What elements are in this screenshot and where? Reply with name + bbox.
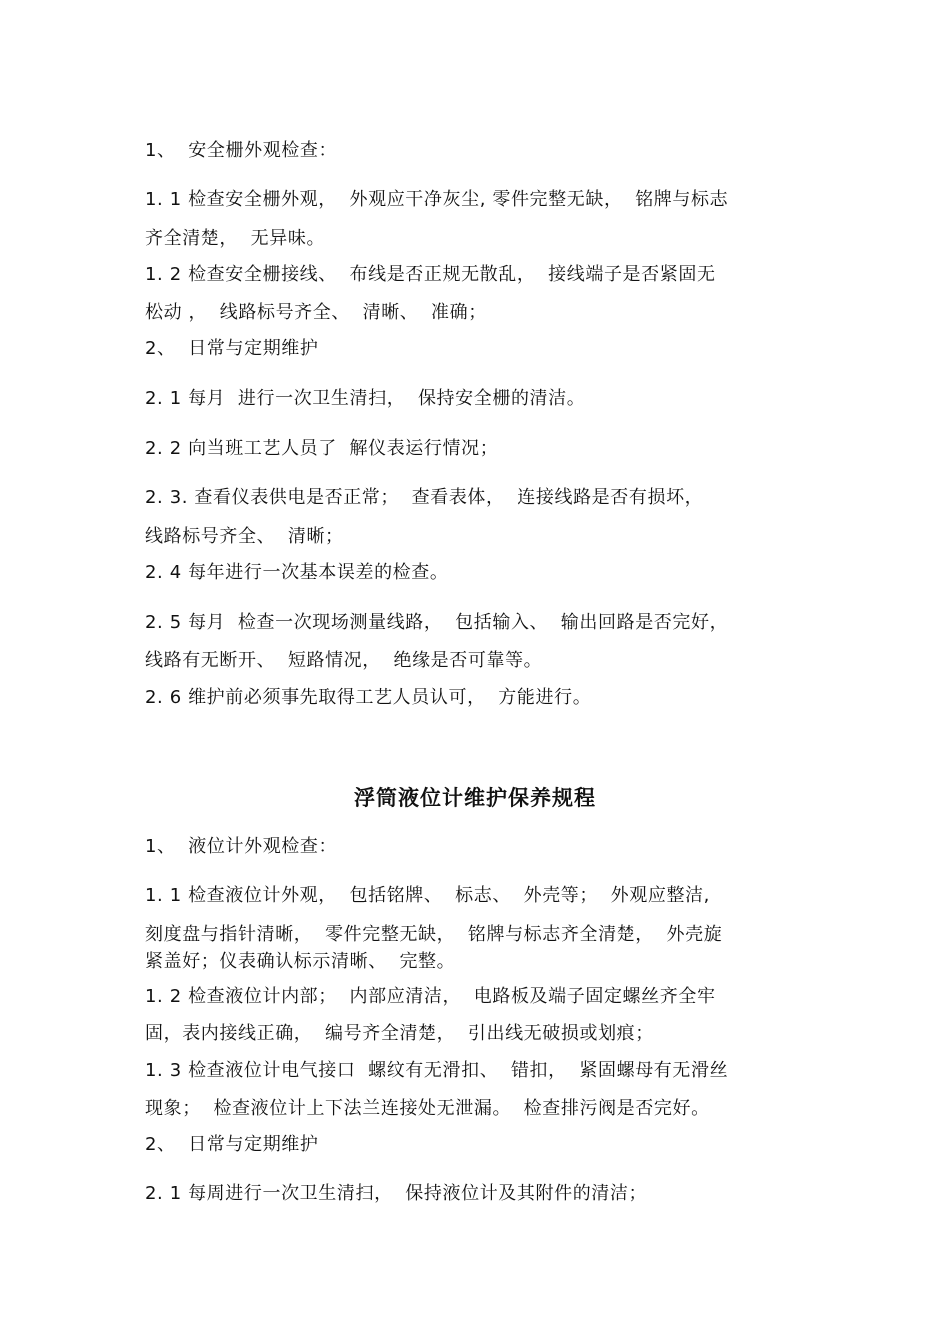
paragraph-line: 2. 2 向当班工艺人员了 解仪表运行情况； <box>145 438 499 459</box>
document-title: 浮筒液位计维护保养规程 <box>354 786 596 810</box>
paragraph-line: 线路有无断开、 短路情况， 绝缘是否可靠等。 <box>145 650 543 671</box>
paragraph-line: 2. 1 每周进行一次卫生清扫， 保持液位计及其附件的清洁； <box>145 1183 648 1204</box>
paragraph-line: 2. 5 每月 检查一次现场测量线路， 包括输入、 输出回路是否完好， <box>145 612 729 633</box>
paragraph-line: 固，表内接线正确， 编号齐全清楚， 引出线无破损或划痕； <box>145 1023 654 1044</box>
paragraph-line: 紧盖好；仪表确认标示清晰、 完整。 <box>145 951 456 972</box>
section1-heading-maintenance: 2、 日常与定期维护 <box>145 338 319 359</box>
paragraph-line: 2. 1 每月 进行一次卫生清扫， 保持安全栅的清洁。 <box>145 388 586 409</box>
section2-heading-maintenance: 2、 日常与定期维护 <box>145 1134 319 1155</box>
section2-heading-appearance: 1、 液位计外观检查： <box>145 836 338 857</box>
paragraph-line: 2. 3. 查看仪表供电是否正常； 查看表体， 连接线路是否有损坏， <box>145 487 704 508</box>
paragraph-line: 1. 1 检查液位计外观， 包括铭牌、 标志、 外壳等； 外观应整洁, <box>145 885 710 906</box>
paragraph-line: 齐全清楚， 无异味。 <box>145 228 326 249</box>
paragraph-line: 1. 2 检查液位计内部； 内部应清洁， 电路板及端子固定螺丝齐全牢 <box>145 986 716 1007</box>
paragraph-line: 现象； 检查液位计上下法兰连接处无泄漏。 检查排污阀是否完好。 <box>145 1098 710 1119</box>
section1-heading-appearance: 1、 安全栅外观检查： <box>145 140 338 161</box>
paragraph-line: 松动 ， 线路标号齐全、 清晰、 准确； <box>145 302 487 323</box>
paragraph-line: 2. 4 每年进行一次基本误差的检查。 <box>145 562 449 583</box>
paragraph-line: 线路标号齐全、 清晰； <box>145 526 344 547</box>
paragraph-line: 2. 6 维护前必须事先取得工艺人员认可， 方能进行。 <box>145 687 592 708</box>
paragraph-line: 1. 1 检查安全栅外观， 外观应干净灰尘, 零件完整无缺， 铭牌与标志 <box>145 189 729 210</box>
paragraph-line: 1. 2 检查安全栅接线、 布线是否正规无散乱， 接线端子是否紧固无 <box>145 264 716 285</box>
paragraph-line: 刻度盘与指针清晰， 零件完整无缺， 铭牌与标志齐全清楚， 外壳旋 <box>145 924 723 945</box>
paragraph-line: 1. 3 检查液位计电气接口 螺纹有无滑扣、 错扣， 紧固螺母有无滑丝 <box>145 1060 729 1081</box>
